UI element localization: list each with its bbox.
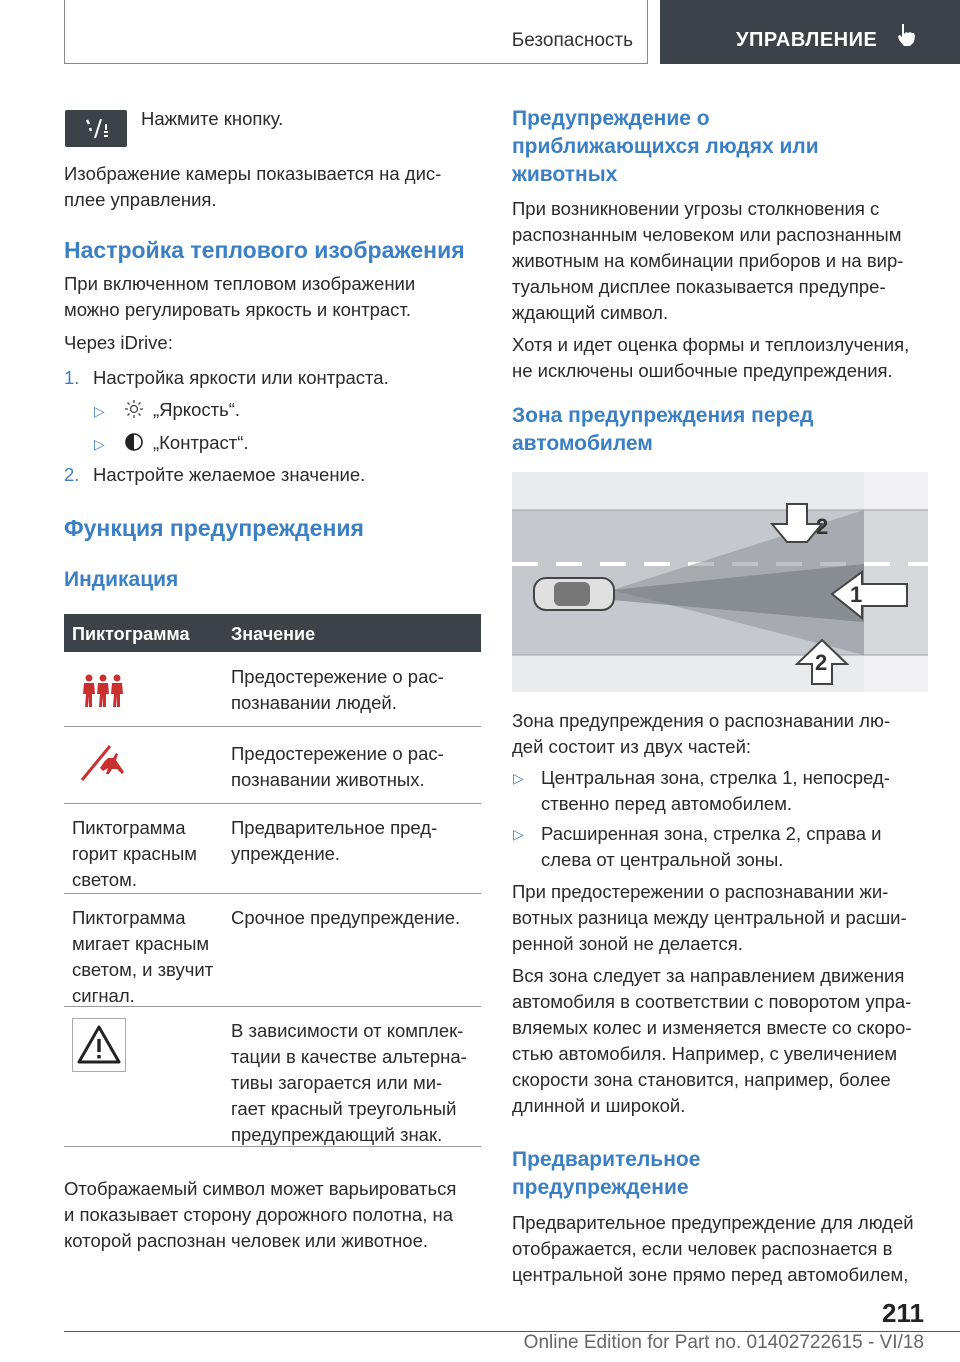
p6-line2: отображается, если человек распознается в	[512, 1238, 893, 1259]
p4-line1: При предостережении о распознавании жи-	[512, 881, 889, 902]
p3-line1: Зона предупреждения о распознавании лю-	[512, 710, 891, 731]
row5-meaning-4: гает красный треугольный	[231, 1098, 457, 1119]
p5-line6: длинной и широкой.	[512, 1095, 686, 1116]
table-col-meaning: Значение	[231, 624, 316, 644]
table-divider	[64, 893, 481, 894]
row1-meaning-1: Предостережение о рас-	[231, 666, 444, 687]
bullet-icon: ▷	[513, 826, 524, 842]
diagram-label-2-bottom: 2	[815, 650, 828, 675]
p5-line1: Вся зона следует за направлением движения	[512, 965, 905, 986]
row3-meaning-2: упреждение.	[231, 843, 341, 864]
row5-meaning-3: тивы загорается или ми-	[231, 1072, 443, 1093]
sub-brightness-text: „Яркость“.	[153, 399, 241, 420]
header-chapter-label: УПРАВЛЕНИЕ	[736, 29, 878, 51]
thermal-text-2: можно регулировать яркость и контраст.	[64, 299, 411, 320]
row5-meaning-2: тации в качестве альтерна-	[231, 1046, 467, 1067]
p1-line4: туальном дисплее показывается предупре-	[512, 276, 886, 297]
after-text-3: которой распознан человек или животное.	[64, 1230, 429, 1251]
row4-meaning-1: Срочное предупреждение.	[231, 907, 461, 928]
p6-line3: центральной зоне прямо перед автомобилем,	[512, 1264, 909, 1285]
warning-triangle-frame	[72, 1018, 126, 1072]
press-button-text: Нажмите кнопку.	[141, 108, 284, 129]
step-1-number: 1.	[64, 367, 80, 388]
car-icon	[534, 578, 614, 610]
header-section-tab	[64, 0, 648, 64]
p3-line2: дей состоит из двух частей:	[512, 736, 752, 757]
warning-zone-diagram	[512, 472, 928, 692]
footer-edition: Online Edition for Part no. 01402722615 - VI/18	[523, 1332, 924, 1353]
thermal-heading: Настройка теплового изображения	[64, 237, 465, 263]
bullet-icon: ▷	[513, 770, 524, 786]
function-heading: Функция предупреждения	[64, 515, 364, 541]
p6-line1: Предварительное предупреждение для людей	[512, 1212, 914, 1233]
row2-meaning-2: познавании животных.	[231, 769, 425, 790]
right-heading-1-line1: Предупреждение о	[512, 107, 710, 130]
right-heading-1-line2: приближающихся людях или	[512, 135, 819, 158]
row1-meaning-2: познавании людей.	[231, 692, 397, 713]
hand-pointer-icon	[895, 22, 917, 48]
p1-line1: При возникновении угрозы столкновения с	[512, 198, 880, 219]
after-text-1: Отображаемый символ может варьироваться	[64, 1178, 457, 1199]
row2-meaning-1: Предостережение о рас-	[231, 743, 444, 764]
step-2-number: 2.	[64, 464, 80, 485]
table-divider	[64, 803, 481, 804]
right-heading-3-line1: Предварительное	[512, 1148, 701, 1171]
bullet-icon: ▷	[94, 436, 105, 452]
row5-meaning-1: В зависимости от комплек-	[231, 1020, 464, 1041]
p1-line3: животным на комбинации приборов и на вир-	[512, 250, 904, 271]
row4-pictogram-4: сигнал.	[72, 985, 135, 1006]
row4-pictogram-3: светом, и звучит	[72, 959, 214, 980]
indication-heading: Индикация	[64, 568, 179, 591]
table-divider	[64, 726, 481, 727]
right-heading-3-line2: предупреждение	[512, 1176, 689, 1199]
contrast-icon	[124, 432, 144, 452]
camera-button-icon	[65, 110, 127, 147]
right-heading-2-line2: автомобилем	[512, 432, 653, 455]
step-2-text: Настройте желаемое значение.	[93, 464, 366, 485]
right-heading-1-line3: животных	[512, 163, 618, 186]
p5-line5: скорости зона становится, например, более	[512, 1069, 891, 1090]
header-chapter-tab	[660, 0, 960, 64]
row3-pictogram-2: горит красным	[72, 843, 198, 864]
table-col-pictogram: Пиктограмма	[72, 624, 190, 644]
p5-line3: вляемых колес и изменяется вместе со скоро-	[512, 1017, 912, 1038]
row3-pictogram-1: Пиктограмма	[72, 817, 186, 838]
p2-line1: Хотя и идет оценка формы и теплоизлучения,	[512, 334, 910, 355]
p1-line2: распознанным человеком или распознанным	[512, 224, 902, 245]
p4-line2: вотных разница между центральной и расши-	[512, 907, 907, 928]
p2-line2: не исключены ошибочные предупреждения.	[512, 360, 893, 381]
bullet2-line1: Расширенная зона, стрелка 2, справа и	[541, 823, 882, 844]
diagram-label-2-top: 2	[816, 514, 829, 539]
header-section-label: Безопасность	[511, 30, 633, 51]
bullet-icon: ▷	[94, 403, 105, 419]
step-1-text: Настройка яркости или контраста.	[93, 367, 389, 388]
table-header	[64, 614, 481, 652]
p1-line5: ждающий символ.	[512, 302, 669, 323]
bullet2-line2: слева от центральной зоны.	[541, 849, 784, 870]
p4-line3: ренной зоной не делается.	[512, 933, 743, 954]
p5-line4: стью автомобиля. Например, с увеличением	[512, 1043, 898, 1064]
camera-text-1: Изображение камеры показывается на дис-	[64, 163, 442, 184]
row4-pictogram-1: Пиктограмма	[72, 907, 186, 928]
row5-meaning-5: предупреждающий знак.	[231, 1124, 443, 1145]
row3-pictogram-3: светом.	[72, 869, 137, 890]
via-idrive-text: Через iDrive:	[64, 332, 173, 353]
bullet1-line2: ственно перед автомобилем.	[541, 793, 793, 814]
thermal-text-1: При включенном тепловом изображении	[64, 273, 416, 294]
right-heading-2-line1: Зона предупреждения перед	[512, 404, 814, 427]
warning-triangle-icon	[73, 1019, 125, 1071]
after-text-2: и показывает сторону дорожного полотна, на	[64, 1204, 453, 1225]
row4-pictogram-2: мигает красным	[72, 933, 210, 954]
row3-meaning-1: Предварительное пред-	[231, 817, 438, 838]
bullet1-line1: Центральная зона, стрелка 1, непосред-	[541, 767, 890, 788]
p5-line2: автомобиля в соответствии с поворотом упра-	[512, 991, 912, 1012]
page-number: 211	[882, 1298, 924, 1328]
animal-warning-icon	[80, 744, 126, 782]
table-divider	[64, 1146, 481, 1147]
people-warning-icon	[80, 674, 124, 708]
brightness-icon	[124, 399, 144, 419]
camera-text-2: плее управления.	[64, 189, 217, 210]
diagram-label-1: 1	[850, 582, 863, 607]
sub-contrast-text: „Контраст“.	[153, 432, 249, 453]
table-divider	[64, 1006, 481, 1007]
